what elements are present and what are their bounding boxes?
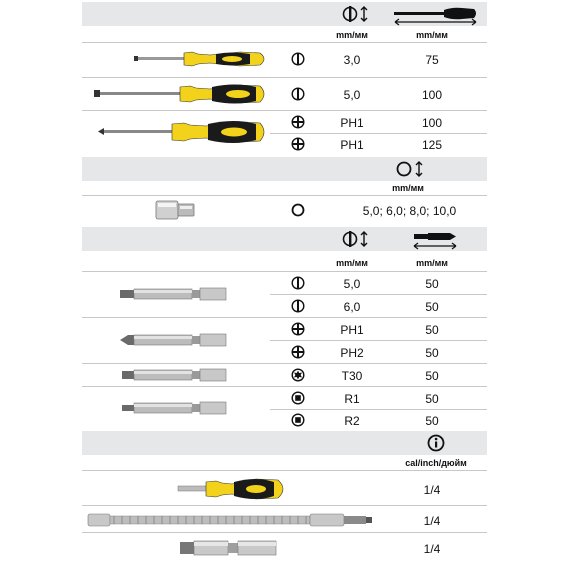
socket-tip-icon bbox=[291, 203, 305, 217]
divider bbox=[82, 363, 487, 364]
phillips-tip-icon bbox=[291, 115, 305, 129]
divider bbox=[82, 195, 487, 196]
size-value: 3,0 bbox=[343, 53, 361, 67]
bit-image bbox=[118, 286, 230, 302]
bit-image bbox=[118, 332, 230, 348]
divider bbox=[270, 294, 487, 295]
drive-size-value: 1/4 bbox=[423, 483, 441, 497]
length-value: 75 bbox=[425, 53, 439, 67]
phillips-tip-icon bbox=[291, 322, 305, 336]
unit-label-mm: mm/мм bbox=[416, 258, 448, 268]
screwdriver-image bbox=[132, 48, 272, 70]
divider bbox=[82, 532, 487, 533]
slot-size-icon bbox=[342, 5, 374, 23]
info-icon bbox=[427, 434, 445, 452]
size-value: R2 bbox=[344, 414, 360, 428]
size-value: 5,0 bbox=[343, 88, 361, 102]
length-value: 50 bbox=[425, 346, 439, 360]
screwdriver-image bbox=[96, 117, 272, 147]
bit-length-icon bbox=[412, 229, 458, 251]
length-value: 50 bbox=[425, 277, 439, 291]
unit-label-cal: cal/inch/дюйм bbox=[405, 458, 467, 468]
size-value: PH1 bbox=[340, 138, 364, 152]
size-value: 5,0 bbox=[343, 277, 361, 291]
socket-sizes-value: 5,0; 6,0; 8,0; 10,0 bbox=[362, 204, 457, 218]
divider bbox=[82, 470, 487, 471]
size-value: PH1 bbox=[340, 116, 364, 130]
divider bbox=[82, 386, 487, 387]
length-value: 50 bbox=[425, 392, 439, 406]
divider bbox=[82, 505, 487, 506]
socket-size-icon bbox=[395, 160, 429, 178]
divider bbox=[82, 42, 487, 43]
bit-image bbox=[118, 367, 230, 383]
flexible-extension-image bbox=[86, 511, 376, 529]
divider bbox=[82, 317, 487, 318]
length-value: 50 bbox=[425, 300, 439, 314]
divider bbox=[270, 133, 487, 134]
size-value: PH1 bbox=[340, 323, 364, 337]
square-tip-icon bbox=[291, 391, 305, 405]
unit-label-mm: mm/мм bbox=[416, 30, 448, 40]
slot-tip-icon bbox=[291, 276, 305, 290]
length-value: 100 bbox=[421, 116, 443, 130]
socket-image bbox=[154, 199, 198, 221]
divider bbox=[270, 340, 487, 341]
bit-holder-image bbox=[174, 475, 292, 503]
drive-size-value: 1/4 bbox=[423, 542, 441, 556]
slot-size-icon bbox=[342, 230, 374, 248]
slot-tip-icon bbox=[291, 299, 305, 313]
socket-adapter-image bbox=[178, 538, 282, 558]
divider bbox=[82, 271, 487, 272]
square-tip-icon bbox=[291, 413, 305, 427]
phillips-tip-icon bbox=[291, 345, 305, 359]
length-icon bbox=[392, 4, 480, 26]
slot-tip-icon bbox=[291, 87, 305, 101]
size-value: T30 bbox=[341, 369, 363, 383]
drive-size-value: 1/4 bbox=[423, 514, 441, 528]
bit-image bbox=[118, 400, 230, 416]
unit-label-mm: mm/мм bbox=[336, 30, 368, 40]
length-value: 50 bbox=[425, 323, 439, 337]
divider bbox=[82, 110, 487, 111]
size-value: R1 bbox=[344, 392, 360, 406]
length-value: 50 bbox=[425, 414, 439, 428]
length-value: 100 bbox=[421, 88, 443, 102]
length-value: 50 bbox=[425, 369, 439, 383]
slot-tip-icon bbox=[291, 52, 305, 66]
unit-label-mm: mm/мм bbox=[392, 183, 424, 193]
unit-label-mm: mm/мм bbox=[336, 258, 368, 268]
screwdriver-image bbox=[90, 80, 270, 108]
size-value: PH2 bbox=[340, 346, 364, 360]
torx-tip-icon bbox=[291, 368, 305, 382]
phillips-tip-icon bbox=[291, 137, 305, 151]
divider bbox=[270, 409, 487, 410]
length-value: 125 bbox=[421, 138, 443, 152]
size-value: 6,0 bbox=[343, 300, 361, 314]
divider bbox=[82, 77, 487, 78]
